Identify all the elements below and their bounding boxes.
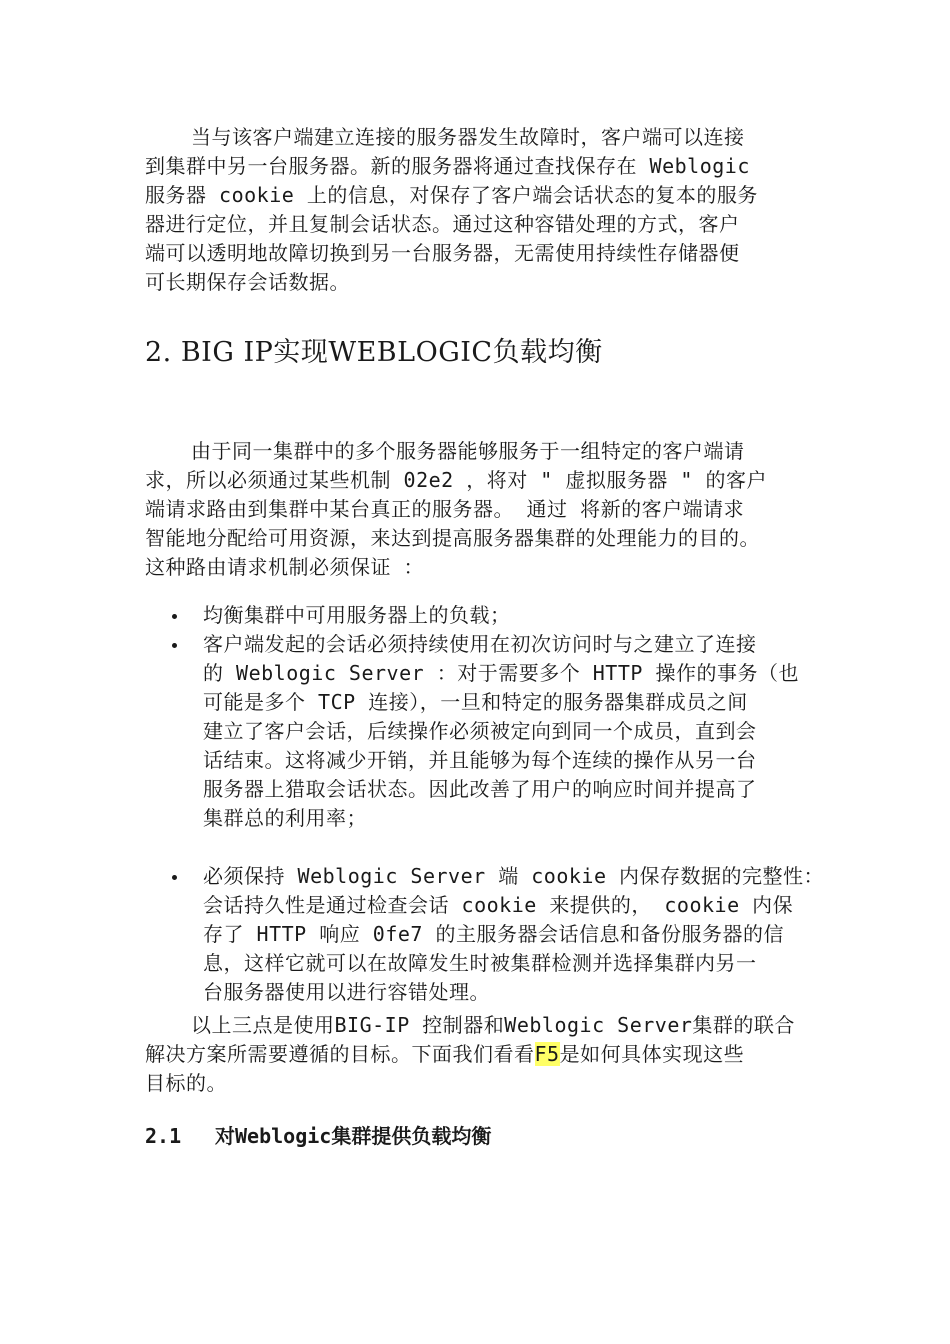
text-line: 均衡集群中可用服务器上的负载； [203, 603, 511, 627]
text-line: 建立了客户会话，后续操作必须被定向到同一个成员，直到会 [203, 719, 757, 743]
text-line: 器进行定位，并且复制会话状态。通过这种容错处理的方式，客户 [145, 212, 740, 236]
text-line: 求，所以必须通过某些机制 02e2 ，将对 " 虚拟服务器 " 的客户 [145, 468, 767, 492]
text-segment: 解决方案所需要遵循的目标。下面我们看看 [145, 1042, 535, 1066]
text-line: 可能是多个 TCP 连接），一旦和特定的服务器集群成员之间 [203, 690, 748, 714]
text-line: 存了 HTTP 响应 0fe7 的主服务器会话信息和备份服务器的信 [203, 922, 784, 946]
text-line: 端请求路由到集群中某台真正的服务器。 通过 将新的客户端请求 [145, 497, 745, 521]
text-line: 由于同一集群中的多个服务器能够服务于一组特定的客户端请 [191, 439, 745, 463]
text-line: 目标的。 [145, 1071, 227, 1095]
text-line: 服务器 cookie 上的信息，对保存了客户端会话状态的复本的服务 [145, 183, 758, 207]
section-heading-2-1 [145, 1120, 491, 1149]
text-line: 到集群中另一台服务器。新的服务器将通过查找保存在 Weblogic [145, 154, 750, 178]
paragraph-summary [145, 1011, 815, 1098]
text-line: 台服务器使用以进行容错处理。 [203, 980, 490, 1004]
text-line: 集群总的利用率； [203, 806, 367, 830]
requirements-list [172, 601, 832, 1007]
text-line: 话结束。这将减少开销，并且能够为每个连续的操作从另一台 [203, 748, 757, 772]
text-line: 客户端发起的会话必须持续使用在初次访问时与之建立了连接 [203, 632, 757, 656]
text-line: 可长期保存会话数据。 [145, 270, 350, 294]
text-line: 服务器上猎取会话状态。因此改善了用户的响应时间并提高了 [203, 777, 757, 801]
paragraph-routing [145, 437, 815, 582]
text-line: 会话持久性是通过检查会话 cookie 来提供的， cookie 内保 [203, 893, 794, 917]
list-item [172, 630, 832, 833]
bullet-icon [172, 643, 177, 648]
section-title: 对Weblogic集群提供负载均衡 [215, 1124, 492, 1148]
text-line [145, 1040, 815, 1069]
text-line: 智能地分配给可用资源，来达到提高服务器集群的处理能力的目的。 [145, 526, 760, 550]
section-number: 2.1 [145, 1124, 182, 1148]
text-line: 当与该客户端建立连接的服务器发生故障时，客户端可以连接 [191, 125, 745, 149]
text-line: 息，这样它就可以在故障发生时被集群检测并选择集群内另一 [203, 951, 757, 975]
text-line: 以上三点是使用BIG-IP 控制器和Weblogic Server集群的联合 [191, 1013, 795, 1037]
text-segment: 是如何具体实现这些 [559, 1042, 745, 1066]
paragraph-failover [145, 123, 815, 297]
bullet-icon [172, 875, 177, 880]
section-heading-2: 2. BIG IP实现WEBLOGIC负载均衡 [145, 337, 603, 368]
text-line: 这种路由请求机制必须保证 ： [145, 555, 425, 579]
list-item [172, 862, 832, 1007]
bullet-icon [172, 614, 177, 619]
text-line: 必须保持 Weblogic Server 端 cookie 内保存数据的完整性： [203, 864, 825, 888]
list-item [172, 601, 832, 630]
text-line: 端可以透明地故障切换到另一台服务器，无需使用持续性存储器便 [145, 241, 740, 265]
highlighted-term: F5 [534, 1042, 560, 1066]
text-line: 的 Weblogic Server ：对于需要多个 HTTP 操作的事务（也 [203, 661, 799, 685]
